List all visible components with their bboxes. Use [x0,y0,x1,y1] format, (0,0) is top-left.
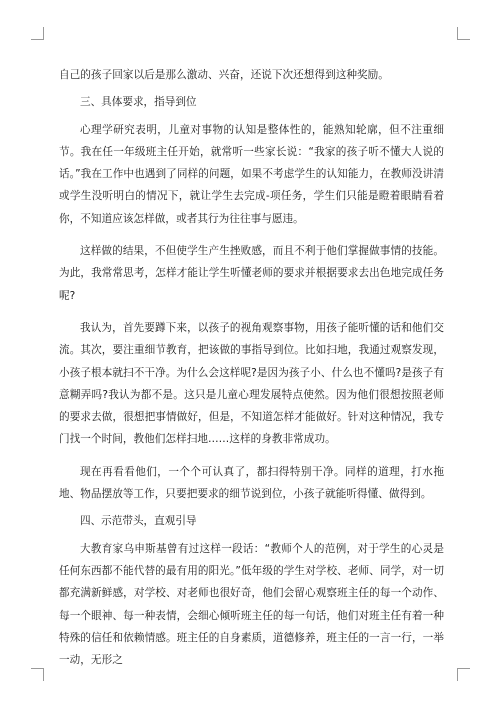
paragraph: 我认为，首先要蹲下来，以孩子的视角观察事物，用孩子能听懂的话和他们交流。其次，要注重细节教育，把该做的事指导到位。比如扫地，我通过观察发现，小孩子根本就扫不干净。为什么会这样呢?是因为孩子小、什么也不懂吗?是孩子有意糊弄吗?我认为都不是。这只是儿童心理发展特点使然。因为他们很想按照老师的要求去做，很想把事情做好，但是，不知道怎样才能做好。针对这种情况，我专门找一个时间，教他们怎样扫地……这样的身教非常成功。 [59,321,444,446]
section-heading-3: 三、具体要求，指导到位 [80,96,197,109]
paragraph: 现在再看看他们，一个个可认真了，都扫得特别干净。同样的道理，打水拖地、物品摆放等工作，只要把要求的细节说到位，小孩子就能听得懂、做得到。 [59,465,444,501]
paragraph: 心理学研究表明，儿童对事物的认知是整体性的，能熟知轮廓，但不注重细节。我在任一年级班主任开始，就常听一些家长说：“我家的孩子听不懂大人说的话。”我在工作中也遇到了同样的问题，如果不考虑学生的认知能力，在教师没讲清或学生没听明白的情况下，就让学生去完成-项任务，学生们只能是瞪着眼睛看着你，不知道应该怎样做，或者其行为往往事与愿违。 [59,123,444,225]
crop-mark-top-right [457,27,470,40]
paragraph-continued: 自己的孩子回家以后是那么激动、兴奋，还说下次还想得到这种奖励。 [59,69,389,81]
document-body [59,64,444,671]
crop-mark-top-left [31,27,44,40]
crop-mark-bottom-left [31,668,44,681]
crop-mark-bottom-right [457,668,470,681]
paragraph: 这样做的结果，不但使学生产生挫败感，而且不利于他们掌握做事情的技能。为此，我常常思考，怎样才能让学生听懂老师的要求并根据要求去出色地完成任务呢? [59,245,444,302]
section-heading-4: 四、示范带头，直观引导 [80,515,197,528]
paragraph: 大教育家乌申斯基曾有过这样一段话：“教师个人的范例，对于学生的心灵是任何东西都不能代替的最有用的阳光。”低年级的学生对学校、老师、同学，对一切都充满新鲜感，对学校、对老师也很好奇，他们会留心观察班主任的每一个动作、每一个眼神、每一种表情，会细心倾听班主任的每一句话，他们对班主任有着一种特殊的信任和依赖情感。班主任的自身素质，道德修养，班主任的一言一行，一举一动，无形之 [59,542,444,667]
